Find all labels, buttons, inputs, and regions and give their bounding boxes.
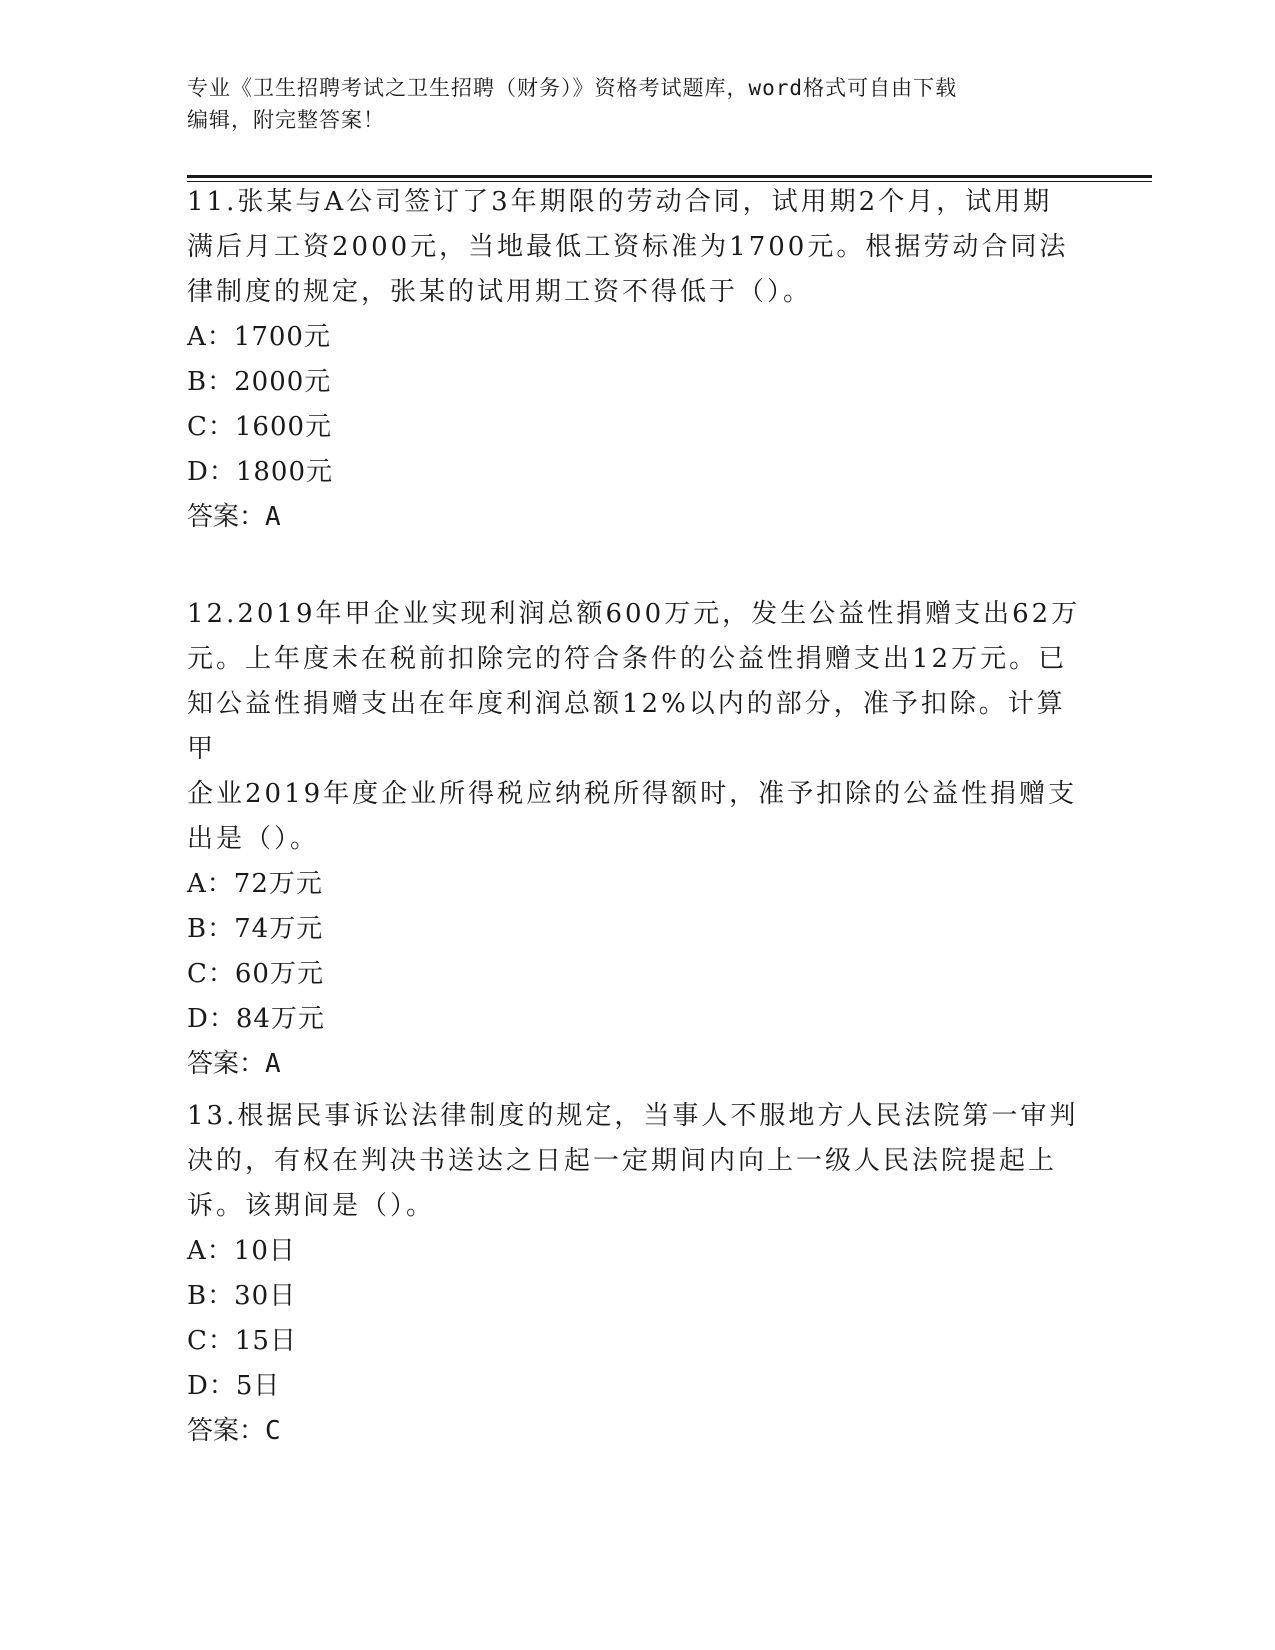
option-d: D：1800元 (187, 457, 334, 487)
question-11 (187, 180, 1087, 540)
question-text-line: 满后月工资2000元，当地最低工资标准为1700元。根据劳动合同法 (187, 232, 1069, 262)
option-b: B：74万元 (187, 914, 324, 944)
option-b: B：2000元 (187, 367, 332, 397)
question-text-line: 元。上年度未在税前扣除完的符合条件的公益性捐赠支出12万元。已 (187, 644, 1068, 674)
option-c: C：15日 (187, 1326, 297, 1356)
header-divider-thick (187, 175, 1152, 178)
option-c: C：1600元 (187, 412, 333, 442)
option-c: C：60万元 (187, 959, 324, 989)
header-line-1: 专业《卫生招聘考试之卫生招聘（财务）》资格考试题库，word格式可自由下载 (187, 76, 958, 100)
question-text-line: 知公益性捐赠支出在年度利润总额12%以内的部分，准予扣除。计算甲 (187, 689, 1066, 764)
option-a: A：1700元 (187, 322, 331, 352)
question-text-line: 律制度的规定，张某的试用期工资不得低于（）。 (187, 277, 813, 307)
option-d: D：5日 (187, 1371, 281, 1401)
option-d: D：84万元 (187, 1004, 325, 1034)
answer-line: 答案：A (187, 502, 281, 532)
option-b: B：30日 (187, 1281, 297, 1311)
document-header (187, 72, 1067, 136)
answer-line: 答案：A (187, 1049, 281, 1079)
question-text-line: 决的，有权在判决书送达之日起一定期间内向上一级人民法院提起上 (187, 1146, 1058, 1176)
answer-line: 答案：C (187, 1416, 281, 1446)
question-13 (187, 1094, 1087, 1454)
option-a: A：10日 (187, 1236, 296, 1266)
header-line-2: 编辑，附完整答案！ (187, 108, 385, 132)
question-12 (187, 592, 1087, 1087)
option-a: A：72万元 (187, 869, 323, 899)
question-text-line: 出是（）。 (187, 824, 320, 854)
question-text-line: 诉。该期间是（）。 (187, 1191, 436, 1221)
question-text-line: 11.张某与A公司签订了3年期限的劳动合同，试用期2个月，试用期 (187, 187, 1053, 217)
question-text-line: 企业2019年度企业所得税应纳税所得额时，准予扣除的公益性捐赠支 (187, 779, 1078, 809)
question-text-line: 12.2019年甲企业实现利润总额600万元，发生公益性捐赠支出62万 (187, 599, 1081, 629)
question-text-line: 13.根据民事诉讼法律制度的规定，当事人不服地方人民法院第一审判 (187, 1101, 1079, 1131)
